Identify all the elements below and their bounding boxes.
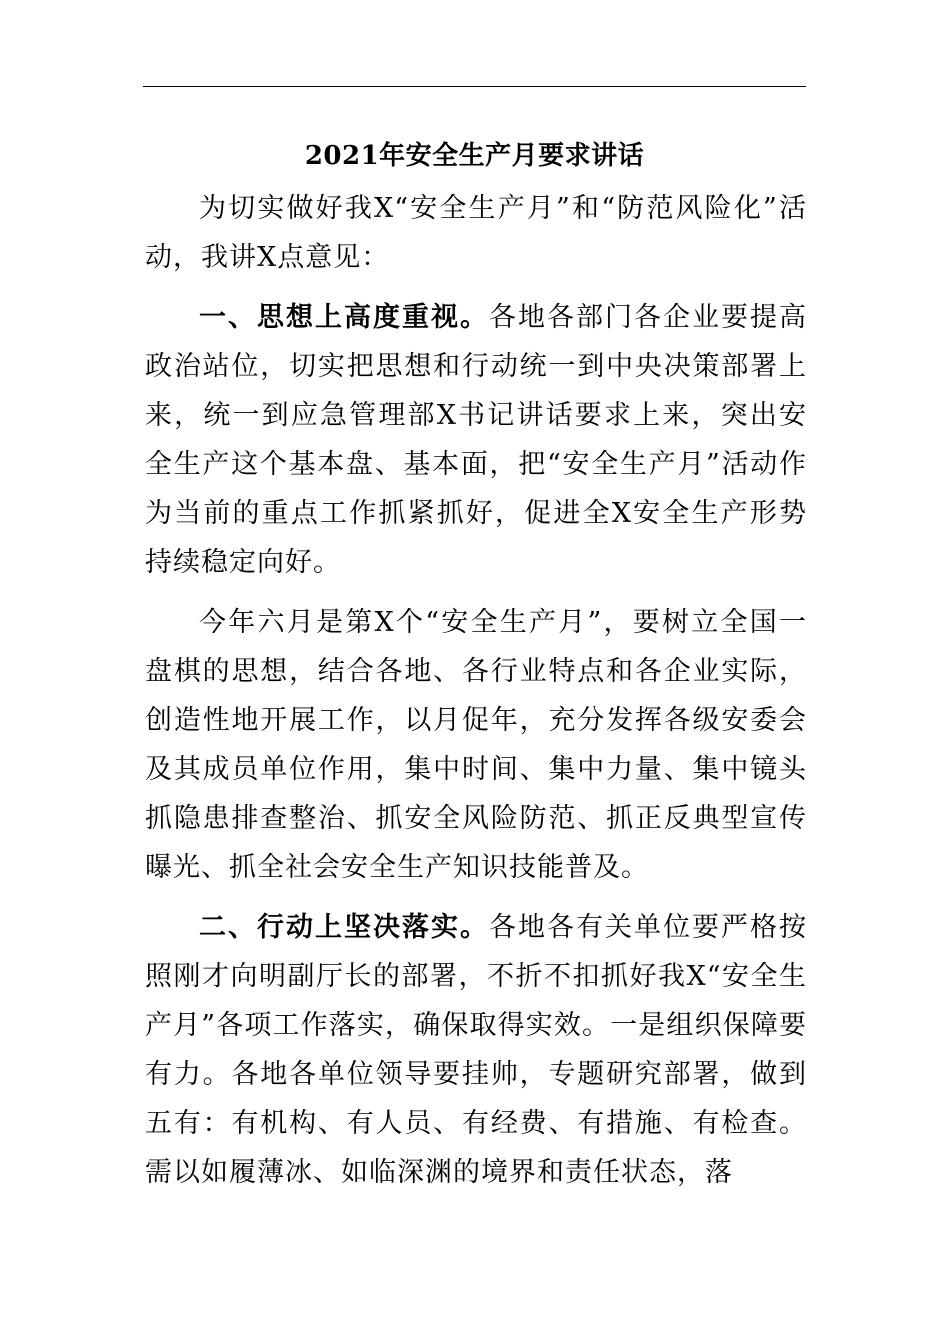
document-title: 2021年安全生产月要求讲话 bbox=[304, 141, 645, 171]
section-heading-1: 一、思想上高度重视。 bbox=[199, 302, 489, 333]
paragraph-section-1 bbox=[145, 293, 807, 587]
header-rule bbox=[143, 86, 806, 87]
paragraph-text: 今年六月是第X个“安全生产月”，要树立全国一盘棋的思想，结合各地、各行业特点和各企业实际，创造性地开展工作，以月促年，充分发挥各级安委会及其成员单位作用，集中时间、集中力量、集中镜头抓隐患排查整治、抓安全风险防范、抓正反典型宣传曝光、抓全社会安全生产知识技能普及。 bbox=[145, 607, 807, 883]
paragraph-text: 为切实做好我X“安全生产月”和“防范风险化”活动，我讲X点意见： bbox=[145, 193, 807, 273]
paragraph-intro bbox=[145, 184, 807, 282]
paragraph-text: 各地各部门各企业要提高政治站位，切实把思想和行动统一到中央决策部署上来，统一到应急管理部X书记讲话要求上来，突出安全生产这个基本盘、基本面，把“安全生产月”活动作为当前的重点工作抓紧抓好，促进全X安全生产形势持续稳定向好。 bbox=[145, 302, 807, 578]
section-heading-2: 二、行动上坚决落实。 bbox=[199, 912, 489, 943]
document-body bbox=[145, 184, 807, 1197]
paragraph-body bbox=[145, 598, 807, 892]
paragraph-section-2 bbox=[145, 903, 807, 1197]
paragraph-text: 各地各有关单位要严格按照刚才向明副厅长的部署，不折不扣抓好我X“安全生产月”各项工作落实，确保取得实效。一是组织保障要有力。各地各单位领导要挂帅，专题研究部署，做到五有：有机构、有人员、有经费、有措施、有检查。需以如履薄冰、如临深渊的境界和责任状态，落 bbox=[145, 912, 807, 1188]
